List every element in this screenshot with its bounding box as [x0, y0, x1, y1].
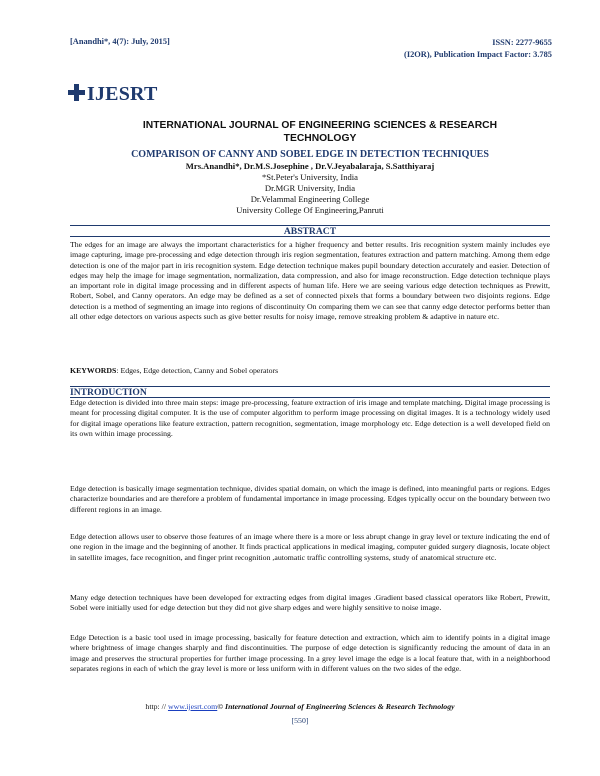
journal-website-link[interactable]: www.ijesrt.com — [167, 702, 218, 711]
affiliation: *St.Peter's University, India — [262, 172, 358, 182]
affiliation: Dr.MGR University, India — [264, 183, 356, 193]
intro-paragraph-5: Edge Detection is a basic tool used in image processing, basically for feature detection and extraction, which aim to identify points in a digital image where brightness of image changes sharply and find discontinuities. The purpose of edge detection is significantly reducing the amount of data in an image and preserves the structural properties for further image processing. In a grey level image the edge is a local feature that, with in a neighborhood separates regions in each of which the gray level is more or less uniform with in different values on the two sides of the edge. — [70, 633, 550, 673]
header-impact-factor: (I2OR), Publication Impact Factor: 3.785 — [404, 49, 552, 59]
abstract-heading: ABSTRACT — [283, 226, 337, 237]
logo-text: IJESRT — [87, 83, 158, 105]
plus-icon — [68, 84, 85, 101]
paper-authors: Mrs.Anandhi*, Dr.M.S.Josephine , Dr.V.Jeyabalaraja, S.Satthiyaraj — [185, 161, 435, 171]
page-number: [550] — [291, 716, 309, 725]
abstract-rule-bottom — [70, 236, 550, 237]
footer — [60, 702, 540, 711]
paper-title: COMPARISON OF CANNY AND SOBEL EDGE IN DETECTION TECHNIQUES — [131, 149, 489, 160]
affiliation: Dr.Velammal Engineering College — [250, 194, 370, 204]
intro-paragraph-4: Many edge detection techniques have been developed for extracting edges from digital images .Gradient based classical operators like Robert, Prewitt, Sobel were initially used for edge detection but they did not give sharp edges and were highly sensitive to noise image. — [70, 593, 550, 613]
header-issn: ISSN: 2277-9655 — [492, 38, 552, 47]
keywords-line — [70, 366, 550, 375]
footer-journal-name: © International Journal of Engineering Sciences & Research Technology — [217, 702, 455, 711]
keywords-label: KEYWORDS — [70, 366, 117, 375]
journal-title: INTERNATIONAL JOURNAL OF ENGINEERING SCIENCES & RESEARCH TECHNOLOGY — [142, 120, 498, 144]
footer-prefix: http: // — [145, 702, 168, 711]
journal-logo — [68, 83, 158, 106]
intro-paragraph-1: Edge detection is divided into three main steps: image pre-processing, feature extraction of iris image and template matching. Digital image processing is meant for processing digital computer. It is the use of computer algorithm to perform image processing on digital images. It is a technology widely used for digital image operations like feature extraction, pattern recognition, segmentation, image morphology etc. Edge detection is a well developed field on its own within image processing. — [70, 398, 550, 438]
abstract-text: The edges for an image are always the important characteristics for a higher frequency and better results. Iris recognition system mainly includes eye image capturing, image pre-processing and edge detection through iris region segmentation, features extraction and pattern matching. Among them edge detection is one of the major part in iris recognition system. Edge detection technique makes pupil boundary detection accurately and easier. Detection of edges may help the image for image segmentation, normalization, data compression, and also for image reconstruction. Edge detection technique plays an important role in digital image processing and in different aspects of human life. Here we are seeing various edge detection techniques as Prewitt, Robert, Sobel, and Canny operators. An edge may be defined as a set of connected pixels that forms a boundary between two disjoints regions. Edge detection is a method of segmenting an image into regions of discontinuity On comparing them we can see that canny edge detector performs better than all other edge detectors on various aspects such as give better results for noisy image, remove streaking problem & adaptive in nature etc. — [70, 240, 550, 322]
header-citation: [Anandhi*, 4(7): July, 2015] — [70, 37, 170, 46]
intro-paragraph-2: Edge detection is basically image segmentation technique, divides spatial domain, on which the image is defined, into meaningful parts or regions. Edges characterize boundaries and are therefore a problem of fundamental importance in image processing. Edges typically occur on the boundary between two different regions in an image. — [70, 484, 550, 514]
intro-paragraph-3: Edge detection allows user to observe those features of an image where there is a more or less abrupt change in gray level or texture indicating the end of one region in the image and the beginning of another. It finds practical applications in medical imaging, computer guided surgery diagnosis, locate object in satellite images, face recognition, and finger print recognition ,automatic traffic controlling systems, study of anatomical structure etc. — [70, 532, 550, 562]
header-issn-block — [404, 37, 552, 60]
keywords-text: : Edges, Edge detection, Canny and Sobel operators — [116, 366, 279, 375]
intro-p1-rest: Digital image processing is meant for processing digital computer. It is the use of computer algorithm to perform image processing on digital images. It is a technology widely used for digital image operations like feature extraction, pattern recognition, segmentation, image morphology etc. Edge detection is a well developed field on its own within image processing. — [70, 398, 550, 438]
affiliation: University College Of Engineering,Panruti — [236, 205, 384, 215]
intro-p1-start: Edge detection is divided into three main steps: image pre-processing, feature extraction of iris image and template matching — [70, 398, 461, 407]
introduction-heading: INTRODUCTION — [70, 387, 147, 398]
